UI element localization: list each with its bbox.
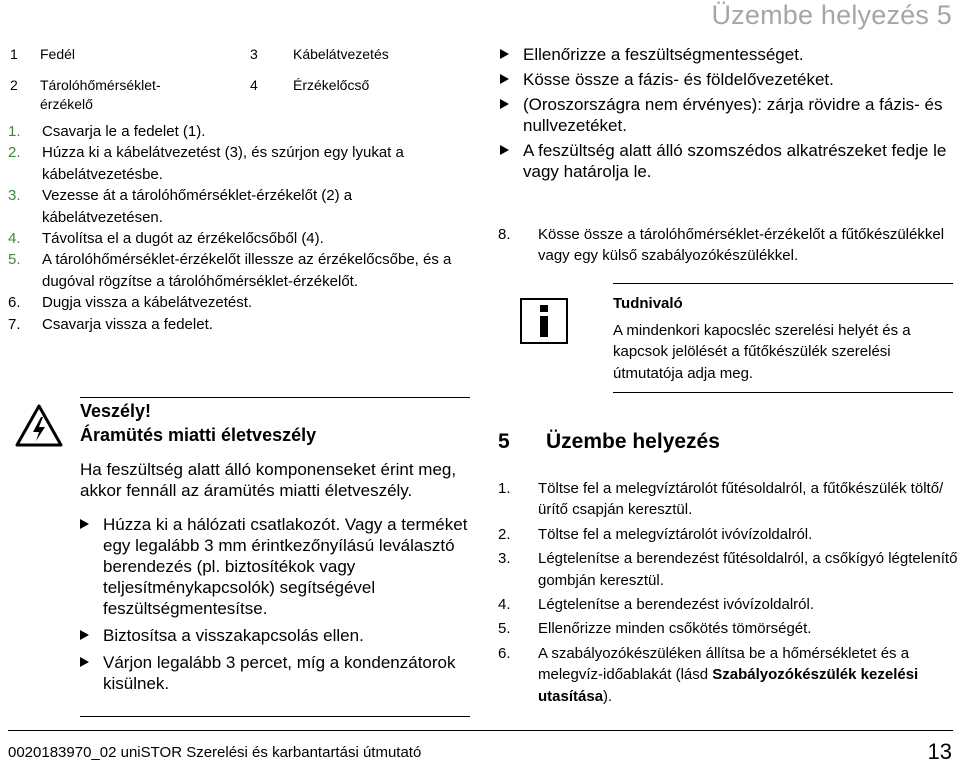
legend-text: Fedél <box>40 46 76 62</box>
warning-subtitle: Áramütés miatti életveszély <box>80 425 317 445</box>
electric-hazard-icon <box>15 403 63 448</box>
legend-number: 3 <box>250 46 258 62</box>
legend-number: 4 <box>250 77 258 93</box>
step-item <box>8 228 460 249</box>
step-item <box>498 594 960 615</box>
warning-bullet-list <box>80 514 470 694</box>
page-number: 13 <box>927 739 952 764</box>
step-text: Húzza ki a kábelátvezetést (3), és szúrjon egy lyukat a kábelátvezetésbe. <box>42 144 404 183</box>
step-text <box>538 643 960 707</box>
step-number: 1. <box>498 480 511 497</box>
left-column <box>0 0 475 765</box>
step-item <box>498 524 960 545</box>
legend-item <box>10 76 185 114</box>
legend-text: Érzékelőcső <box>293 77 370 93</box>
bullet-arrow-icon <box>80 630 89 640</box>
bullet-item <box>500 94 960 136</box>
bullet-arrow-icon <box>500 74 509 84</box>
step-text: Légtelenítse a berendezést ivóvízoldalról. <box>538 596 815 614</box>
step-number: 3. <box>498 550 511 568</box>
step-text: Ellenőrizze minden csőkötés tömörségét. <box>538 620 812 638</box>
section-heading <box>498 430 720 454</box>
legend-text: Tárolóhőmérséklet-érzékelő <box>40 77 161 112</box>
legend-text: Kábelátvezetés <box>293 46 389 62</box>
step-item <box>8 142 460 185</box>
commissioning-steps <box>498 478 960 710</box>
bullet-arrow-icon <box>80 519 89 529</box>
step-text: Töltse fel a melegvíztárolót ivóvízoldalról. <box>538 525 813 543</box>
installation-steps <box>8 121 460 335</box>
section-number: 5 <box>498 430 510 453</box>
step-number: 4. <box>498 596 511 614</box>
info-glyph-icon <box>534 304 554 338</box>
bullet-arrow-icon <box>80 657 89 667</box>
step-item <box>8 185 460 228</box>
legend-item <box>250 76 433 95</box>
bullet-arrow-icon <box>500 99 509 109</box>
step-item <box>8 249 460 292</box>
step-item <box>8 314 460 335</box>
step-item <box>8 121 460 142</box>
warning-body: Ha feszültség alatt álló komponenseket érint meg, akkor fennáll az áramütés miatti életveszély. <box>80 460 457 500</box>
step-number: 4. <box>8 230 21 248</box>
bullet-item <box>500 69 960 90</box>
note-top-rule <box>613 283 953 284</box>
bullet-item <box>500 44 960 65</box>
step-number: 6. <box>498 644 511 662</box>
right-column <box>490 0 960 765</box>
bullet-text: A feszültség alatt álló szomszédos alkatrészeket fedje le vagy határolja le. <box>523 141 947 181</box>
step-number: 5. <box>498 620 511 638</box>
step-text: Kösse össze a tárolóhőmérséklet-érzékelőt a fűtőkészülékkel vagy egy külső szabályozókészülékkel. <box>538 226 945 265</box>
legend-item <box>250 45 433 64</box>
step-text-part: ). <box>603 687 613 705</box>
step-number: 3. <box>8 187 21 205</box>
warning-top-rule <box>80 397 470 398</box>
warning-title: Veszély! <box>80 401 152 421</box>
legend-number: 2 <box>10 77 18 93</box>
step-item <box>498 618 960 639</box>
step-number: 6. <box>8 294 21 312</box>
safety-bullet-list <box>500 44 960 186</box>
step-text: Távolítsa el a dugót az érzékelőcsőből (4). <box>42 230 324 248</box>
info-icon <box>520 298 568 344</box>
bullet-text: Várjon legalább 3 percet, míg a kondenzátorok kisülnek. <box>103 653 456 693</box>
step-item <box>8 292 460 313</box>
bullet-text: Húzza ki a hálózati csatlakozót. Vagy a terméket egy legalább 3 mm érintkezőnyílású leválasztó berendezés (pl. biztosítékok vagy teljesítménykapcsolók) segítségével feszültségmentesítse. <box>103 515 468 618</box>
step-text: Csavarja vissza a fedelet. <box>42 315 213 333</box>
legend-number: 1 <box>10 46 18 62</box>
step-number: 2. <box>8 144 21 162</box>
page-header-title: Üzembe helyezés 5 <box>711 0 952 30</box>
danger-warning <box>80 400 470 700</box>
step-text: Dugja vissza a kábelátvezetést. <box>42 294 253 312</box>
bullet-text: (Oroszországra nem érvényes): zárja rövidre a fázis- és nullvezetéket. <box>523 95 943 135</box>
step-number: 8. <box>498 226 511 243</box>
note-box <box>613 294 953 384</box>
step-item <box>498 224 960 267</box>
bullet-text: Ellenőrizze a feszültségmentességet. <box>523 45 804 64</box>
step-item <box>498 643 960 707</box>
bullet-text: Biztosítsa a visszakapcsolás ellen. <box>103 626 364 645</box>
step-item <box>498 548 960 591</box>
warning-bottom-rule <box>80 716 470 717</box>
step-number: 2. <box>498 525 511 543</box>
note-bottom-rule <box>613 392 953 393</box>
legend-item <box>10 45 180 64</box>
footer-document-id: 0020183970_02 uniSTOR Szerelési és karbantartási útmutató <box>8 744 422 761</box>
bullet-item <box>500 140 960 182</box>
bullet-item <box>80 652 470 694</box>
step-number: 1. <box>8 123 21 140</box>
bullet-arrow-icon <box>500 49 509 59</box>
bullet-arrow-icon <box>500 145 509 155</box>
section-title-text: Üzembe helyezés <box>546 430 720 453</box>
step-text: Légtelenítse a berendezést fűtésoldalról, a csőkígyó légtelenítő gombján keresztül. <box>538 550 958 589</box>
step-text: Töltse fel a melegvíztárolót fűtésoldalról, a fűtőkészülék töltő/ürítő csapján keresztül. <box>538 480 944 519</box>
step-text: Csavarja le a fedelet (1). <box>42 123 206 140</box>
step-text: A tárolóhőmérséklet-érzékelőt illessze az érzékelőcsőbe, és a dugóval rögzítse a tárolóhőmérséklet-érzékelőt. <box>42 251 452 290</box>
note-body: A mindenkori kapocsléc szerelési helyét és a kapcsok jelölését a fűtőkészülék szerelési útmutatója adja meg. <box>613 322 911 382</box>
bullet-item <box>80 625 470 646</box>
bullet-item <box>80 514 470 619</box>
step-number: 5. <box>8 251 21 269</box>
step-text-part: A szabályozókészüléken állítsa be a hőmérsékletet és a melegvíz-időablakát (lásd <box>538 644 910 684</box>
bullet-text: Kösse össze a fázis- és földelővezetéket. <box>523 70 834 89</box>
note-title: Tudnivaló <box>613 295 683 312</box>
step-text: Vezesse át a tárolóhőmérséklet-érzékelőt (2) a kábelátvezetésen. <box>42 187 353 226</box>
step-number: 7. <box>8 315 21 333</box>
step-item <box>498 478 960 521</box>
manual-reference-link[interactable]: Szabályozókészülék kezelési utasítása <box>538 666 919 705</box>
footer-rule <box>8 730 953 731</box>
